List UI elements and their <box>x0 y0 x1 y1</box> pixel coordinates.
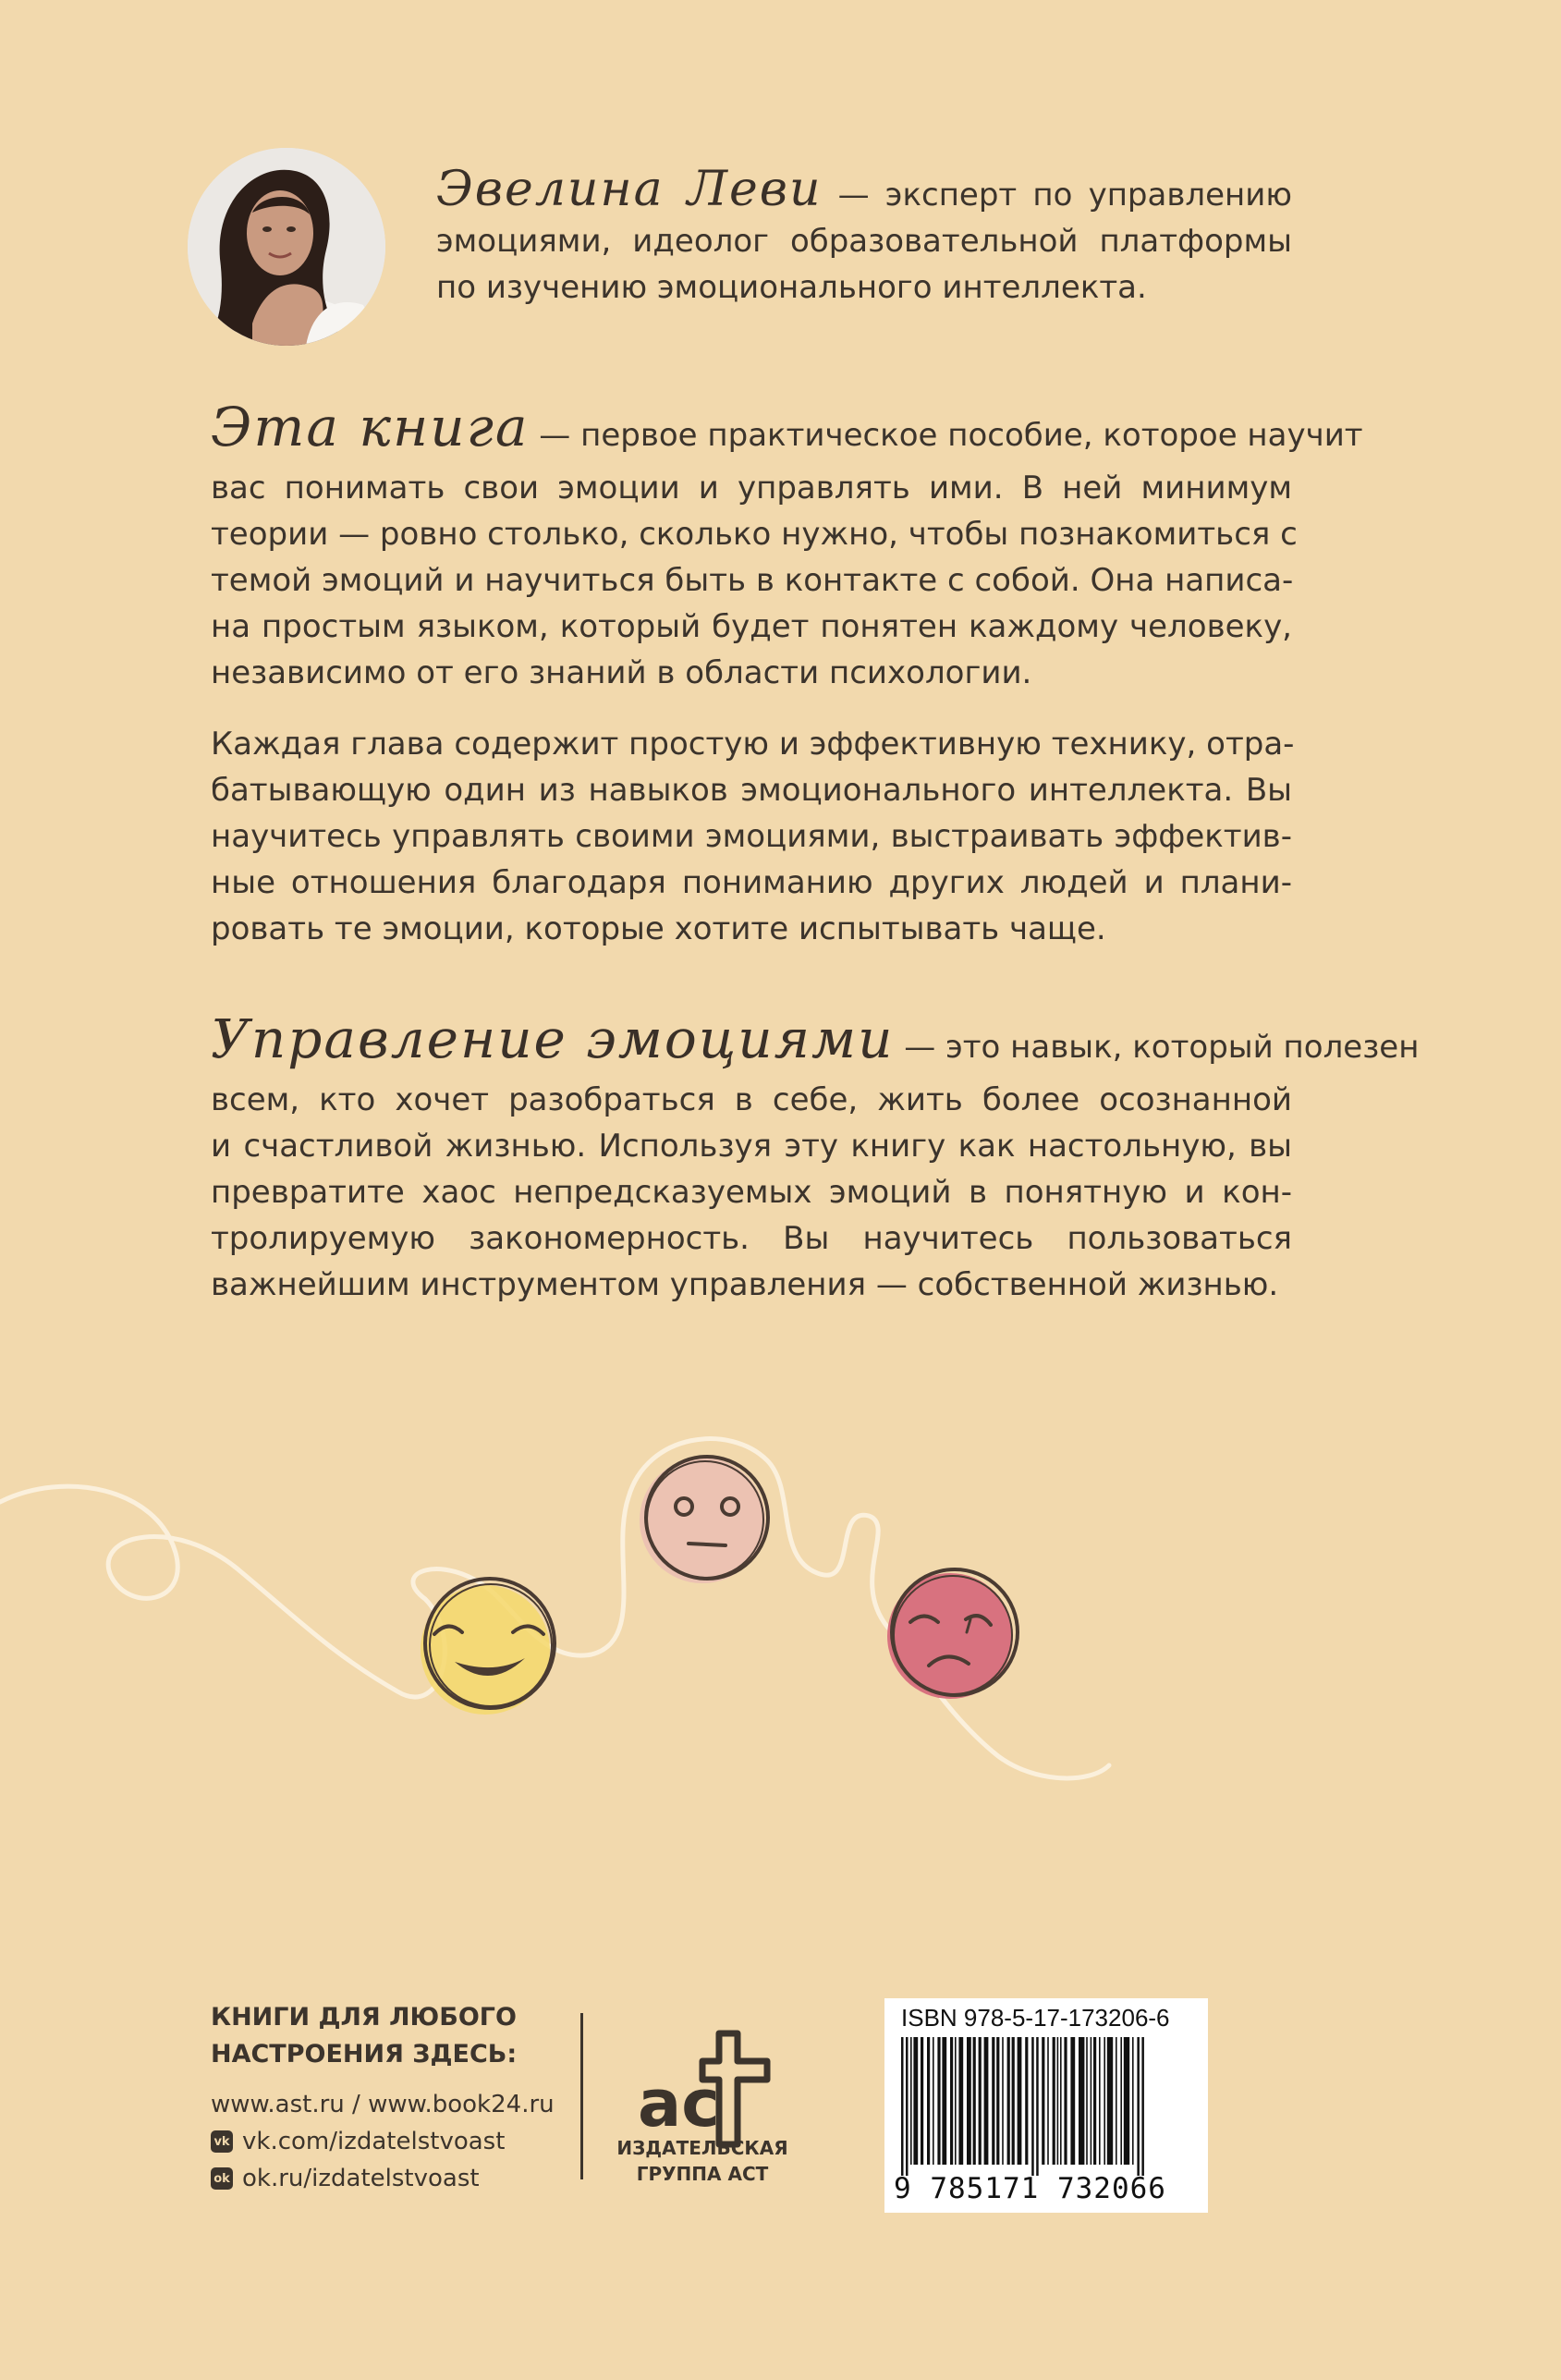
barcode-bar <box>984 2037 989 2165</box>
barcode-bar <box>1007 2037 1010 2165</box>
skill-line: превратите хаос непредсказуемых эмоций в понятную и кон- <box>211 1174 1292 1211</box>
barcode-digits: 9 785171 732066 <box>894 2172 1166 2205</box>
barcode-bar <box>1057 2037 1059 2165</box>
vk-icon: vk <box>211 2130 233 2153</box>
intro-lead: Эта книга <box>211 396 530 458</box>
barcode-bar <box>910 2037 912 2165</box>
intro-line: независимо от его знаний в области психологии. <box>211 654 1032 691</box>
barcode-bar <box>1018 2037 1022 2165</box>
barcode-bar <box>1124 2037 1129 2165</box>
barcode-bar <box>1060 2037 1062 2165</box>
author-name: Эвелина Леви <box>436 162 823 217</box>
author-bio-line: по изучению эмоционального интеллекта. <box>436 269 1147 306</box>
chapters-line: научитесь управлять своими эмоциями, выстраивать эффектив- <box>211 818 1292 855</box>
barcode-bar <box>937 2037 940 2165</box>
barcode-bar <box>921 2037 923 2165</box>
vk-link[interactable]: vk vk.com/izdatelstvoast <box>211 2123 580 2160</box>
skill-line: и счастливой жизнью. Используя эту книгу как настольную, вы <box>211 1128 1292 1165</box>
barcode-bar <box>992 2037 994 2165</box>
barcode-bar <box>1120 2037 1122 2165</box>
barcode-bar <box>1070 2037 1075 2165</box>
barcode-bar <box>942 2037 946 2165</box>
barcode-bar <box>1086 2037 1088 2165</box>
sites-link[interactable]: www.ast.ru / www.book24.ru <box>211 2091 555 2118</box>
footer-divider <box>580 2013 583 2179</box>
barcode-bar <box>1093 2037 1096 2165</box>
author-bio-line: эмоциями, идеолог образовательной платформы <box>436 223 1292 260</box>
neutral-face-icon <box>640 1457 768 1583</box>
barcode-bar <box>933 2037 934 2165</box>
barcode <box>897 2037 1195 2176</box>
footer-heading: КНИГИ ДЛЯ ЛЮБОГО НАСТРОЕНИЯ ЗДЕСЬ: <box>211 2003 518 2069</box>
skill-line: всем, кто хочет разобраться в себе, жить более осознанной <box>211 1081 1292 1118</box>
ok-link[interactable]: ok ok.ru/izdatelstvoast <box>211 2160 580 2197</box>
barcode-bar <box>979 2037 982 2165</box>
emotion-faces-illustration <box>0 1414 1561 1858</box>
chapters-line: ные отношения благодаря пониманию других людей и плани- <box>211 864 1292 901</box>
barcode-bar <box>958 2037 963 2165</box>
skill-lead: Управление эмоциями <box>211 1007 895 1070</box>
sad-face-icon <box>887 1569 1018 1699</box>
barcode-bar <box>1091 2037 1092 2165</box>
barcode-bar <box>950 2037 953 2165</box>
barcode-bar <box>906 2037 909 2176</box>
barcode-bar <box>1042 2037 1044 2165</box>
barcode-bar <box>996 2037 999 2165</box>
skill-line: важнейшим инструментом управления — собственной жизнью. <box>211 1266 1279 1303</box>
skill-line: тролируемую закономерность. Вы научитесь пользоваться <box>211 1220 1292 1257</box>
publisher-logo-text: ac <box>638 2066 720 2142</box>
barcode-bar <box>1132 2037 1134 2165</box>
barcode-bar <box>973 2037 976 2165</box>
barcode-bar <box>1107 2037 1113 2165</box>
author-portrait <box>188 148 385 346</box>
barcode-bar <box>1036 2037 1039 2176</box>
author-bio-line: Эвелина Леви — эксперт по управлению <box>436 162 1292 217</box>
intro-line: Эта книга — первое практическое пособие, которое научит <box>211 396 1363 458</box>
footer-links <box>211 2086 580 2197</box>
chapters-line: ровать те эмоции, которые хотите испытывать чаще. <box>211 910 1106 947</box>
isbn-label: ISBN 978-5-17-173206-6 <box>901 2004 1170 2032</box>
happy-face-icon <box>421 1579 555 1715</box>
barcode-bar <box>913 2037 918 2165</box>
author-photo-illustration <box>188 148 385 346</box>
chapters-line: Каждая глава содержит простую и эффективную технику, отра- <box>211 726 1295 763</box>
chapters-line: батывающую один из навыков эмоционального интеллекта. Вы <box>211 772 1292 809</box>
skill-line: Управление эмоциями — это навык, который полезен <box>211 1007 1420 1070</box>
barcode-bar <box>1137 2037 1140 2176</box>
barcode-bar <box>1047 2037 1049 2165</box>
barcode-bar <box>967 2037 971 2165</box>
author-bio <box>436 162 1292 311</box>
barcode-bar <box>1104 2037 1105 2165</box>
barcode-bar <box>927 2037 930 2165</box>
intro-line: вас понимать свои эмоции и управлять ими. В ней минимум <box>211 470 1292 507</box>
barcode-bar <box>1012 2037 1015 2165</box>
footer-links-block <box>211 1999 580 2197</box>
isbn-barcode-block <box>884 1998 1208 2213</box>
barcode-bar <box>1116 2037 1117 2165</box>
barcode-bar <box>1079 2037 1084 2165</box>
intro-line: темой эмоций и научиться быть в контакте с собой. Она написа- <box>211 562 1294 599</box>
barcode-bar <box>1053 2037 1055 2165</box>
barcode-bar <box>1064 2037 1067 2165</box>
barcode-bar <box>1141 2037 1144 2176</box>
barcode-bar <box>1031 2037 1034 2176</box>
barcode-bar <box>901 2037 904 2176</box>
intro-line: на простым языком, который будет понятен каждому человеку, <box>211 608 1292 645</box>
barcode-bar <box>1025 2037 1028 2165</box>
publisher-caption: ИЗДАТЕЛЬСКАЯ ГРУППА АСТ <box>616 2137 788 2185</box>
barcode-bar <box>955 2037 957 2165</box>
intro-paragraph <box>211 396 1363 696</box>
skill-paragraph <box>211 1007 1420 1308</box>
chapters-paragraph <box>211 721 1295 952</box>
ok-icon: ok <box>211 2167 233 2190</box>
barcode-bar <box>1099 2037 1101 2165</box>
barcode-bar <box>1002 2037 1004 2165</box>
intro-line: теории — ровно столько, сколько нужно, чтобы познакомиться с <box>211 516 1298 553</box>
